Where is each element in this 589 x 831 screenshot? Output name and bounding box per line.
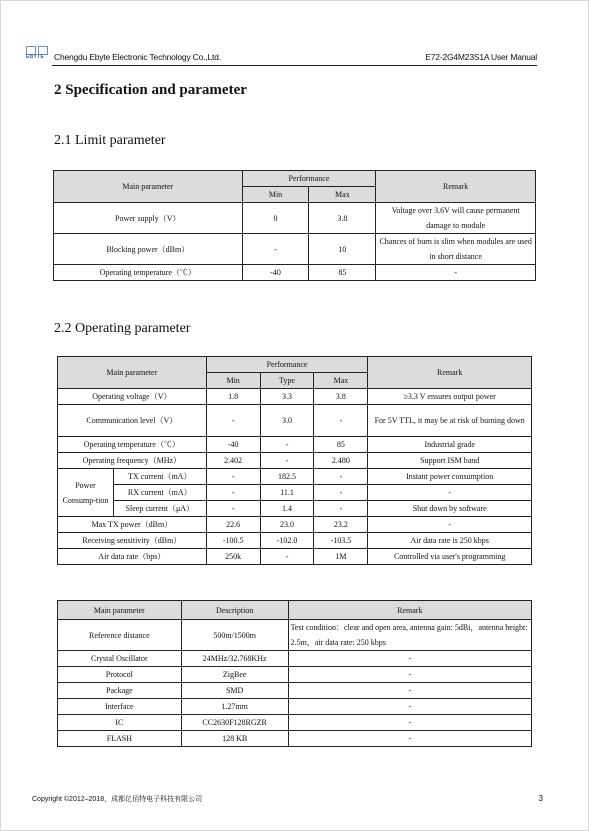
remark-cell: For 5V TTL, it may be at risk of burning down bbox=[368, 405, 532, 437]
remark-cell: - bbox=[376, 265, 536, 281]
max-cell: 85 bbox=[314, 437, 368, 453]
param-cell: Max TX power（dBm） bbox=[58, 517, 207, 533]
table-row bbox=[58, 667, 532, 683]
max-cell: -103.5 bbox=[314, 533, 368, 549]
table-row bbox=[58, 731, 532, 747]
type-cell: 11.1 bbox=[260, 485, 314, 501]
general-parameter-table bbox=[57, 600, 532, 747]
header-performance: Performance bbox=[242, 171, 376, 187]
type-cell: - bbox=[260, 549, 314, 565]
remark-cell: Support ISM band bbox=[368, 453, 532, 469]
remark-cell: - bbox=[288, 683, 531, 699]
param-cell: TX current（mA） bbox=[113, 469, 206, 485]
min-cell: 2.402 bbox=[206, 453, 260, 469]
max-cell: 23.2 bbox=[314, 517, 368, 533]
min-cell: - bbox=[206, 501, 260, 517]
min-cell: 22.6 bbox=[206, 517, 260, 533]
remark-cell: - bbox=[288, 731, 531, 747]
type-cell: 3.0 bbox=[260, 405, 314, 437]
table-row bbox=[58, 620, 532, 651]
table-row bbox=[58, 453, 532, 469]
table-header-row bbox=[58, 357, 532, 373]
table-row bbox=[58, 549, 532, 565]
param-cell: Package bbox=[58, 683, 182, 699]
description-cell: CC2630F128RGZR bbox=[181, 715, 288, 731]
description-cell: ZigBee bbox=[181, 667, 288, 683]
param-cell: Crystal Oscillator bbox=[58, 651, 182, 667]
table-row bbox=[58, 651, 532, 667]
table-row bbox=[58, 405, 532, 437]
operating-parameter-table bbox=[57, 356, 532, 565]
min-cell: 1.8 bbox=[206, 389, 260, 405]
remark-cell: Instant power consumption bbox=[368, 469, 532, 485]
limit-parameter-table bbox=[53, 170, 536, 281]
max-cell: - bbox=[314, 485, 368, 501]
param-cell: Operating voltage（V） bbox=[58, 389, 207, 405]
type-cell: 23.0 bbox=[260, 517, 314, 533]
min-cell: -100.5 bbox=[206, 533, 260, 549]
header-rule bbox=[52, 65, 537, 66]
header-type: Type bbox=[260, 373, 314, 389]
type-cell: 182.5 bbox=[260, 469, 314, 485]
description-cell: 1.27mm bbox=[181, 699, 288, 715]
type-cell: - bbox=[260, 453, 314, 469]
header-main-parameter: Main parameter bbox=[58, 601, 182, 620]
table-row bbox=[54, 234, 536, 265]
table-row bbox=[58, 715, 532, 731]
description-cell: 128 KB bbox=[181, 731, 288, 747]
remark-cell: - bbox=[288, 651, 531, 667]
header-max: Max bbox=[314, 373, 368, 389]
header-min: Min bbox=[206, 373, 260, 389]
min-cell: - bbox=[206, 469, 260, 485]
operating-parameter-heading: 2.2 Operating parameter bbox=[54, 321, 191, 336]
remark-cell: - bbox=[368, 485, 532, 501]
table-row bbox=[58, 485, 532, 501]
param-cell: Operating temperature（℃） bbox=[54, 265, 243, 281]
param-cell: Communication level（V） bbox=[58, 405, 207, 437]
description-cell: 24MHz/32.768KHz bbox=[181, 651, 288, 667]
max-cell: - bbox=[314, 501, 368, 517]
max-cell: 2.480 bbox=[314, 453, 368, 469]
param-cell: IC bbox=[58, 715, 182, 731]
param-cell: FLASH bbox=[58, 731, 182, 747]
page-number: 3 bbox=[538, 794, 543, 803]
table-row bbox=[58, 437, 532, 453]
table-row bbox=[58, 469, 532, 485]
param-cell: Operating temperature（℃） bbox=[58, 437, 207, 453]
min-cell: - bbox=[242, 234, 309, 265]
table-row bbox=[54, 203, 536, 234]
footer-copyright: Copyright ©2012–2018，成都亿佰特电子科技有限公司 bbox=[32, 796, 203, 803]
logo-text: EBYTE bbox=[26, 54, 45, 60]
remark-cell: - bbox=[288, 715, 531, 731]
max-cell: 1M bbox=[314, 549, 368, 565]
type-cell: -102.0 bbox=[260, 533, 314, 549]
min-cell: -40 bbox=[206, 437, 260, 453]
table-header-row bbox=[54, 171, 536, 187]
param-cell: Protocol bbox=[58, 667, 182, 683]
param-cell: RX current（mA） bbox=[113, 485, 206, 501]
remark-cell: Air data rate is 250 kbps bbox=[368, 533, 532, 549]
max-cell: - bbox=[314, 405, 368, 437]
remark-cell: Industrial grade bbox=[368, 437, 532, 453]
max-cell: 3.8 bbox=[309, 203, 376, 234]
min-cell: -40 bbox=[242, 265, 309, 281]
param-cell: Reference distance bbox=[58, 620, 182, 651]
header-min: Min bbox=[242, 187, 309, 203]
table-row bbox=[58, 699, 532, 715]
header-remark: Remark bbox=[288, 601, 531, 620]
max-cell: 10 bbox=[309, 234, 376, 265]
remark-cell: Chances of burn is slim when modules are used in short distance bbox=[376, 234, 536, 265]
param-cell: Air data rate（bps） bbox=[58, 549, 207, 565]
table-row bbox=[58, 501, 532, 517]
min-cell: 250k bbox=[206, 549, 260, 565]
header-remark: Remark bbox=[376, 171, 536, 203]
remark-cell: Shut down by software bbox=[368, 501, 532, 517]
header-main-parameter: Main parameter bbox=[58, 357, 207, 389]
min-cell: - bbox=[206, 405, 260, 437]
param-cell: Receiving sensitivity（dBm） bbox=[58, 533, 207, 549]
header-remark: Remark bbox=[368, 357, 532, 389]
max-cell: - bbox=[314, 469, 368, 485]
power-consumption-group: Power Consump-tion bbox=[58, 469, 114, 517]
table-row bbox=[58, 517, 532, 533]
ebyte-logo bbox=[26, 46, 48, 62]
header-main-parameter: Main parameter bbox=[54, 171, 243, 203]
type-cell: 3.3 bbox=[260, 389, 314, 405]
table-row bbox=[58, 683, 532, 699]
description-cell: 500m/1500m bbox=[181, 620, 288, 651]
min-cell: 0 bbox=[242, 203, 309, 234]
remark-cell: - bbox=[288, 699, 531, 715]
remark-cell: Controlled via user's programming bbox=[368, 549, 532, 565]
remark-cell: Voltage over 3.6V will cause permanent damage to module bbox=[376, 203, 536, 234]
param-cell: Blocking power（dBm） bbox=[54, 234, 243, 265]
max-cell: 85 bbox=[309, 265, 376, 281]
remark-cell: ≥3.3 V ensures output power bbox=[368, 389, 532, 405]
remark-cell: - bbox=[368, 517, 532, 533]
max-cell: 3.8 bbox=[314, 389, 368, 405]
remark-cell: Test condition：clear and open area, antenna gain: 5dBi，antenna height: 2.5m，air data rate: 250 kbps bbox=[288, 620, 531, 651]
header-performance: Performance bbox=[206, 357, 368, 373]
table-header-row bbox=[58, 601, 532, 620]
type-cell: - bbox=[260, 437, 314, 453]
type-cell: 1.4 bbox=[260, 501, 314, 517]
header-max: Max bbox=[309, 187, 376, 203]
param-cell: Interface bbox=[58, 699, 182, 715]
table-row bbox=[54, 265, 536, 281]
header-manual-title: E72-2G4M23S1A User Manual bbox=[425, 52, 537, 62]
table-row bbox=[58, 389, 532, 405]
header-company: Chengdu Ebyte Electronic Technology Co.,Ltd. bbox=[54, 52, 221, 62]
limit-parameter-heading: 2.1 Limit parameter bbox=[54, 133, 166, 148]
header-description: Description bbox=[181, 601, 288, 620]
param-cell: Power supply（V） bbox=[54, 203, 243, 234]
remark-cell: - bbox=[288, 667, 531, 683]
min-cell: - bbox=[206, 485, 260, 501]
table-row bbox=[58, 533, 532, 549]
param-cell: Sleep current（μA） bbox=[113, 501, 206, 517]
param-cell: Operating frequency（MHz） bbox=[58, 453, 207, 469]
section-title: 2 Specification and parameter bbox=[54, 82, 247, 98]
description-cell: SMD bbox=[181, 683, 288, 699]
